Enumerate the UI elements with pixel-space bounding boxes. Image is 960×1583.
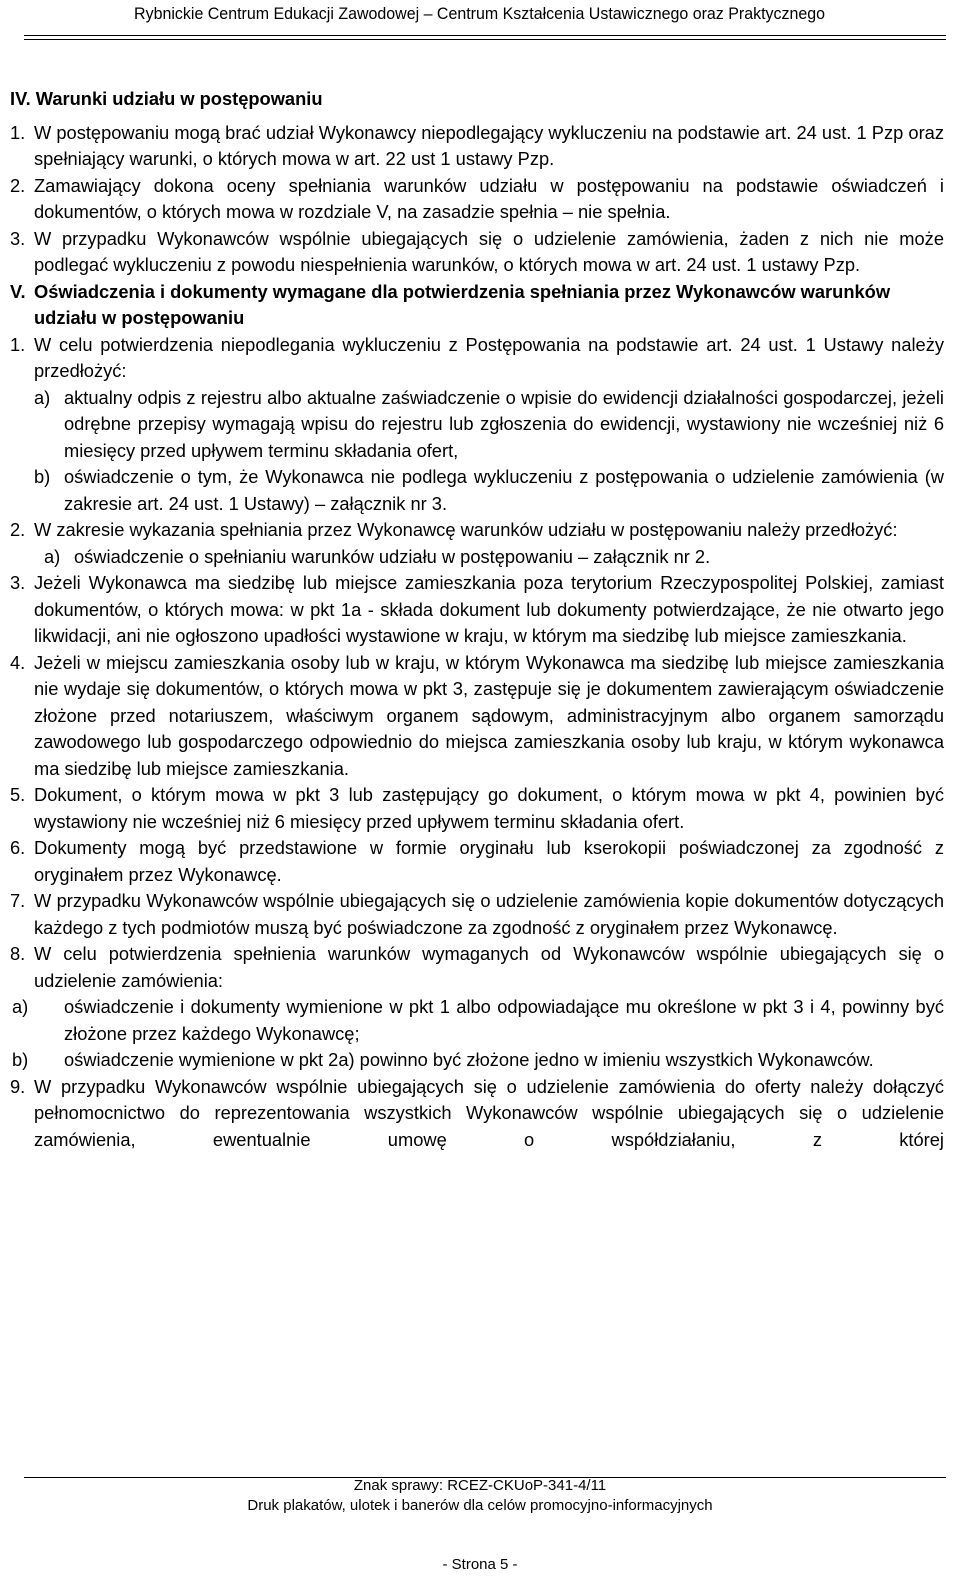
sub-item-8a bbox=[10, 994, 944, 1047]
sub-item-label: a) bbox=[44, 545, 61, 567]
section-v-title bbox=[10, 279, 944, 332]
sub-item-label: a) bbox=[12, 996, 29, 1017]
section-v-item-1 bbox=[10, 332, 944, 385]
header-rule bbox=[24, 35, 946, 36]
item-number: 8. bbox=[10, 943, 26, 964]
item-number: 2. bbox=[10, 519, 26, 540]
header-title: Rybnickie Centrum Edukacji Zawodowej – Centrum Kształcenia Ustawicznego oraz Praktycznego bbox=[134, 4, 826, 23]
section-iv-item-1 bbox=[10, 120, 944, 173]
sub-item-1b bbox=[34, 464, 944, 517]
section-iv-item-3 bbox=[10, 226, 944, 279]
section-iv-title: IV. Warunki udziału w postępowaniu bbox=[10, 88, 323, 109]
sub-item-label: a) bbox=[34, 386, 51, 408]
item-number: 9. bbox=[10, 1075, 26, 1097]
document-body bbox=[10, 86, 944, 1153]
item-text: Dokument, o którym mowa w pkt 3 lub zastępujący go dokument, o którym mowa w pkt 4, powinien być wystawiony nie wcześniej niż 6 miesięcy przed upływem terminu składania ofert. bbox=[34, 784, 944, 832]
item-number: 1. bbox=[10, 121, 26, 143]
page-number: - Strona 5 - bbox=[442, 1556, 518, 1573]
item-text: Dokumenty mogą być przedstawione w formie oryginału lub kserokopii poświadczonej za zgodność z oryginałem przez Wykonawcę. bbox=[34, 837, 944, 885]
header-rule-double bbox=[24, 39, 946, 40]
section-v-item-4 bbox=[10, 650, 944, 783]
item-text: W zakresie wykazania spełniania przez Wykonawcę warunków udziału w postępowaniu należy przedłożyć: bbox=[34, 519, 898, 540]
item-text: Jeżeli Wykonawca ma siedzibę lub miejsce zamieszkania poza terytorium Rzeczypospolitej Polskiej, zamiast dokumentów, o których mowa: w pkt 1a - składa dokument lub dokumenty potwierdzające, że nie otwarto jego likwidacji, ani nie ogłoszono upadłości wystawione w kraju, w którym ma siedzibę lub miejsce zamieszkania. bbox=[34, 572, 944, 646]
item-text: W przypadku Wykonawców wspólnie ubiegających się o udzielenie zamówienia, żaden z nich nie może podlegać wykluczeniu z powodu niespełnienia warunków, o których mowa w art. 24 ust. 1 ustawy Pzp. bbox=[34, 227, 944, 275]
item-number: 2. bbox=[10, 174, 26, 196]
sub-item-label: b) bbox=[34, 466, 51, 487]
item-number: 7. bbox=[10, 890, 26, 911]
page-footer bbox=[0, 1476, 960, 1516]
footer-case-number: Znak sprawy: RCEZ-CKUoP-341-4/11 bbox=[353, 1477, 607, 1494]
section-v-item-9 bbox=[10, 1074, 944, 1154]
item-number: 3. bbox=[10, 227, 26, 249]
item-text: W celu potwierdzenia niepodlegania wykluczeniu z Postępowania na podstawie art. 24 ust. 1 Ustawy należy przedłożyć: bbox=[34, 333, 944, 381]
section-iv-item-2 bbox=[10, 173, 944, 226]
section-v-item-2 bbox=[10, 517, 944, 544]
sub-item-text: aktualny odpis z rejestru albo aktualne zaświadczenie o wpisie do ewidencji działalności gospodarczej, jeżeli odrębne przepisy wymagają wpisu do rejestru lub zgłoszenia do ewidencji, wystawiony nie wcześniej niż 6 miesięcy przed upływem terminu składania ofert, bbox=[64, 386, 944, 461]
item-number: 1. bbox=[10, 333, 26, 355]
item-text: Zamawiający dokona oceny spełniania warunków udziału w postępowaniu na podstawie oświadczeń i dokumentów, o których mowa w rozdziale V, na zasadzie spełnia – nie spełnia. bbox=[34, 174, 944, 222]
item-text: W przypadku Wykonawców wspólnie ubiegających się o udzielenie zamówienia do oferty należy dołączyć pełnomocnictwo do reprezentowania wszystkich Wykonawców wspólnie ubiegających się o udzielenie zamówienia, ewentualnie umowę o współdziałaniu, z której bbox=[34, 1075, 944, 1150]
item-number: 6. bbox=[10, 837, 26, 858]
page-header bbox=[0, 0, 960, 36]
section-v-item-8 bbox=[10, 941, 944, 994]
sub-item-text: oświadczenie o spełnianiu warunków udziału w postępowaniu – załącznik nr 2. bbox=[74, 545, 711, 567]
item-text: W przypadku Wykonawców wspólnie ubiegających się o udzielenie zamówienia kopie dokumentów dotyczących każdego z tych podmiotów muszą być poświadczone za zgodność z oryginałem przez Wykonawcę. bbox=[34, 890, 944, 938]
sub-item-text: oświadczenie i dokumenty wymienione w pkt 1 albo odpowiadające mu określone w pkt 3 i 4, powinny być złożone przez każdego Wykonawcę; bbox=[64, 996, 944, 1044]
section-v-item-7 bbox=[10, 888, 944, 941]
sub-item-text: oświadczenie wymienione w pkt 2a) powinno być złożone jedno w imieniu wszystkich Wykonawców. bbox=[64, 1049, 874, 1070]
item-text: W postępowaniu mogą brać udział Wykonawcy niepodlegający wykluczeniu na podstawie art. 24 ust. 1 Pzp oraz spełniający warunki, o których mowa w art. 22 ust 1 ustawy Pzp. bbox=[34, 121, 944, 169]
item-number: 5. bbox=[10, 784, 26, 805]
sub-item-label: b) bbox=[12, 1049, 29, 1070]
sub-item-text: oświadczenie o tym, że Wykonawca nie podlega wykluczeniu z postępowania o udzielenie zamówienia (w zakresie art. 24 ust. 1 Ustawy) – załącznik nr 3. bbox=[64, 466, 944, 514]
section-v-item-3 bbox=[10, 570, 944, 650]
footer-subject: Druk plakatów, ulotek i banerów dla celów promocyjno-informacyjnych bbox=[247, 1497, 713, 1514]
item-text: Jeżeli w miejscu zamieszkania osoby lub w kraju, w którym Wykonawca ma siedzibę lub miejsce zamieszkania nie wydaje się dokumentów, o których mowa w pkt 3, zastępuje się je dokumentem zawierającym oświadczenie złożone przed notariuszem, właściwym organem sądowym, administracyjnym albo organem samorządu zawodowego lub gospodarczego odpowiednio do miejsca zamieszkania osoby lub kraju, w którym wykonawca ma siedzibę lub miejsce zamieszkania. bbox=[34, 651, 944, 779]
item-number: 3. bbox=[10, 572, 26, 593]
item-number: 4. bbox=[10, 651, 26, 673]
section-v-item-6 bbox=[10, 835, 944, 888]
sub-item-2a bbox=[44, 544, 944, 571]
sub-item-8b bbox=[10, 1047, 944, 1074]
section-v-heading: Oświadczenia i dokumenty wymagane dla potwierdzenia spełniania przez Wykonawców warunków udziału w postępowaniu bbox=[34, 280, 891, 328]
item-text: W celu potwierdzenia spełnienia warunków wymaganych od Wykonawców wspólnie ubiegających się o udzielenie zamówienia: bbox=[34, 943, 944, 991]
sub-item-1a bbox=[34, 385, 944, 465]
section-v-item-5 bbox=[10, 782, 944, 835]
section-v-number: V. bbox=[10, 280, 26, 302]
